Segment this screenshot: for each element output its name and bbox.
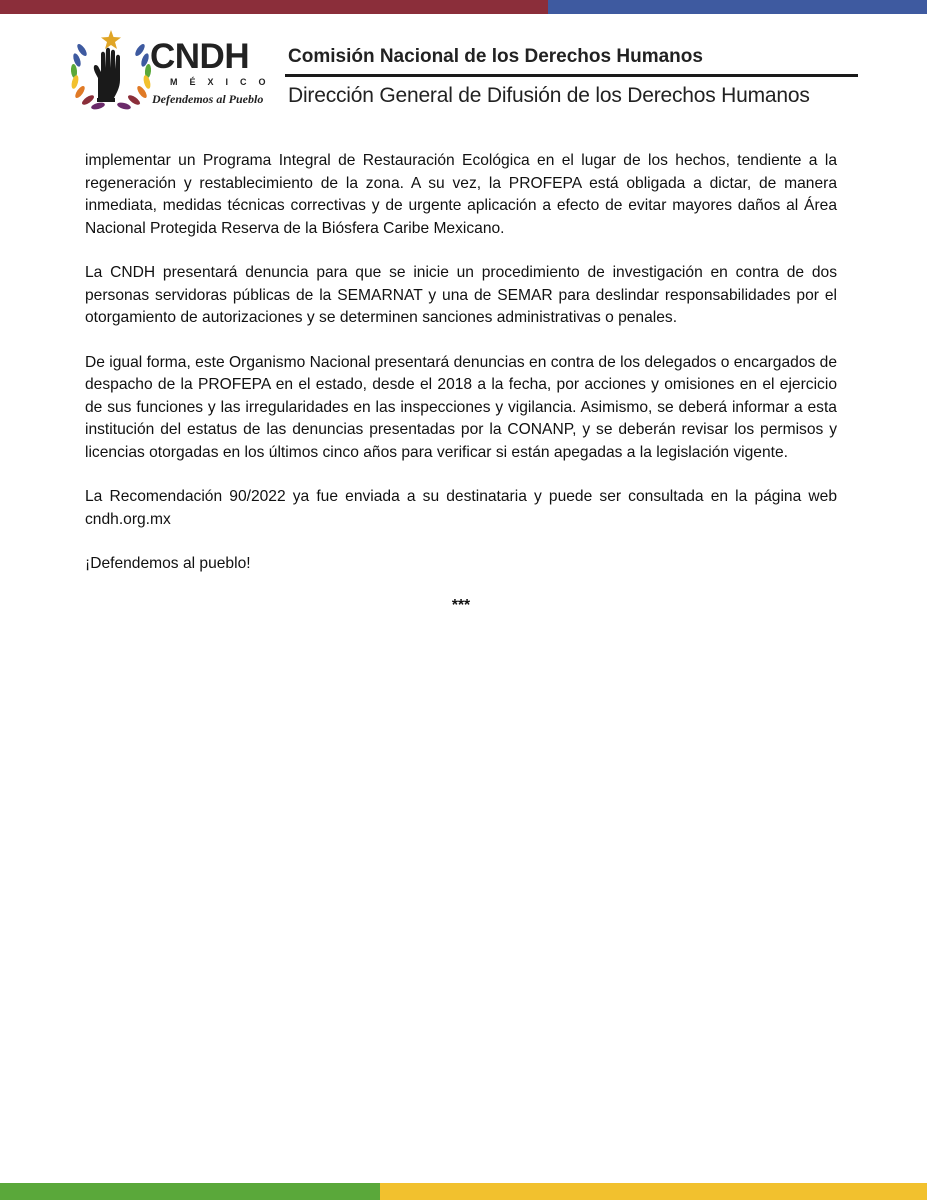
top-bar-blue-segment [548,0,927,14]
letterhead [68,28,863,120]
document-body [85,150,837,617]
body-paragraph: La Recomendación 90/2022 ya fue enviada a su destinataria y puede ser consultada en la página web cndh.org.mx [85,488,837,528]
header-divider [285,74,858,77]
organization-subtitle: Dirección General de Difusión de los Derechos Humanos [288,84,810,107]
organization-title: Comisión Nacional de los Derechos Humanos [288,46,703,67]
bottom-bar-yellow-segment [380,1183,927,1200]
body-paragraph: La CNDH presentará denuncia para que se inicie un procedimiento de investigación en contra de dos personas servidoras públicas de la SEMARNAT y una de SEMAR para deslindar responsabilidades por el otorgamiento de autorizaciones y se determinen sanciones administrativas o penales. [85,264,837,326]
brand-slogan: Defendemos al Pueblo [152,92,264,106]
cndh-raised-hand-emblem-icon [68,28,154,114]
brand-name: CNDH [150,37,250,76]
top-color-bar [0,0,927,14]
bottom-color-bar [0,1183,927,1200]
closing-slogan: ¡Defendemos al pueblo! [85,555,251,572]
bottom-bar-green-segment [0,1183,380,1200]
top-bar-red-segment [0,0,548,14]
brand-country: MÉXICO [170,77,278,87]
body-paragraph: De igual forma, este Organismo Nacional presentará denuncias en contra de los delegados o encargados de despacho de la PROFEPA en el estado, desde el 2018 a la fecha, por acciones y omisiones en el ejercicio de sus funciones y las irregularidades en las inspecciones y vigilancia. Asimismo, se deberá informar a esta institución del estatus de las denuncias presentadas por la CONANP, y se deberán revisar los permisos y licencias otorgadas en los últimos cinco años para verificar si están apegadas a la legislación vigente. [85,353,837,461]
body-paragraph: implementar un Programa Integral de Restauración Ecológica en el lugar de los hechos, tendiente a la regeneración y restablecimiento de la zona. A su vez, la PROFEPA está obligada a dictar, de manera inmediata, medidas técnicas correctivas y de urgente aplicación a efecto de evitar mayores daños al Área Nacional Protegida Reserva de la Biósfera Caribe Mexicano. [85,152,837,237]
end-mark: *** [451,596,471,614]
brand-block [150,37,282,107]
